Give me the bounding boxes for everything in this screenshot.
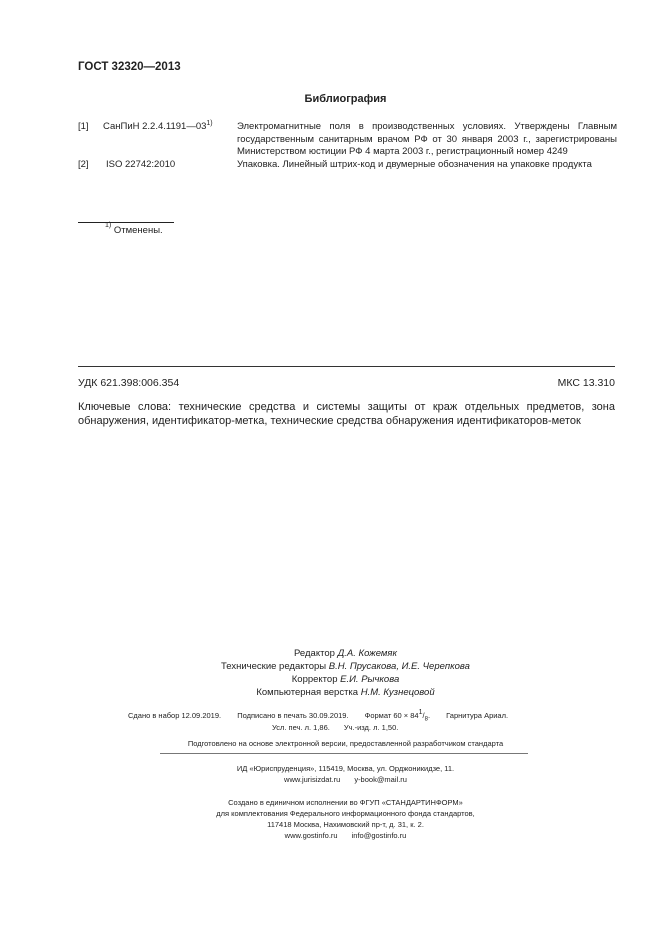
publisher-site-link[interactable]: www.jurisizdat.ru: [284, 775, 341, 784]
producer-site-link[interactable]: www.gostinfo.ru: [284, 831, 338, 840]
tech-editors-line: Технические редакторы В.Н. Прусакова, И.Е. Черепкова: [221, 661, 470, 672]
print-info-line2: Усл. печ. л. 1,86. Уч.-изд. л. 1,50.: [272, 723, 399, 732]
bib-item-number: [2]: [78, 159, 89, 170]
bib-item-code: СанПиН 2.2.4.1191—03$^{1)}$: [103, 120, 213, 132]
bib-item-description: Электромагнитные поля в производственных условиях. Утверждены Главным государственным санитарным врачом РФ от 30 января 2003 г., зарегистрированы Министерством юстиции РФ 4 марта 2003 г., регистрационный номер 4249: [237, 121, 617, 157]
footnote-mark: 1): [206, 120, 213, 127]
producer-email-link[interactable]: info@gostinfo.ru: [351, 831, 407, 840]
layout-line: Компьютерная верстка Н.М. Кузнецовой: [256, 687, 435, 698]
standard-number: ГОСТ 32320—2013: [78, 61, 181, 73]
footnote-separator: [78, 222, 174, 223]
editor-line: Редактор Д.А. Кожемяк: [294, 648, 397, 659]
corrector-line: Корректор Е.И. Рычкова: [291, 674, 400, 685]
footnote: $^{1)}$ Отменены.: [105, 222, 163, 236]
credits-block: [0, 647, 661, 699]
producer-block: Создано в единичном исполнении во ФГУП «СТАНДАРТИНФОРМ» для комплектования Федерального информационного фонда стандартов, 117418 Москва, Нахимовский пр-т, д. 31, к. 2. www.gostinfo.ru info@gostinfo.ru: [216, 798, 475, 840]
bib-item-number: [1]: [78, 121, 89, 132]
prepared-note: Подготовлено на основе электронной версии, предоставленной разработчиком стандарта: [187, 739, 504, 748]
divider: [78, 366, 615, 367]
bibliography-title: Библиография: [304, 93, 387, 105]
publisher-email-link[interactable]: y-book@mail.ru: [354, 775, 407, 784]
publisher-block: ИД «Юриспруденция», 115419, Москва, ул. Орджоникидзе, 11. www.jurisizdat.ru y-book@mail.ru: [236, 764, 455, 784]
bib-item-description: Упаковка. Линейный штрих-код и двумерные обозначения на упаковке продукта: [237, 159, 592, 170]
keywords: Ключевые слова: технические средства и системы защиты от краж отдельных предметов, зона обнаружения, идентификатор-метка, технические средства обнаружения идентификаторов-меток: [78, 401, 615, 427]
udc-code: УДК 621.398:006.354: [78, 377, 180, 389]
bib-item-code: ISO 22742:2010: [106, 159, 176, 170]
divider: [160, 753, 528, 754]
mks-code: МКС 13.310: [557, 377, 615, 389]
print-info-line1: Сдано в набор 12.09.2019. Подписано в печать 30.09.2019. Формат $60 \times 84^1/_8$. Гарнитура Ариал.: [128, 709, 509, 723]
